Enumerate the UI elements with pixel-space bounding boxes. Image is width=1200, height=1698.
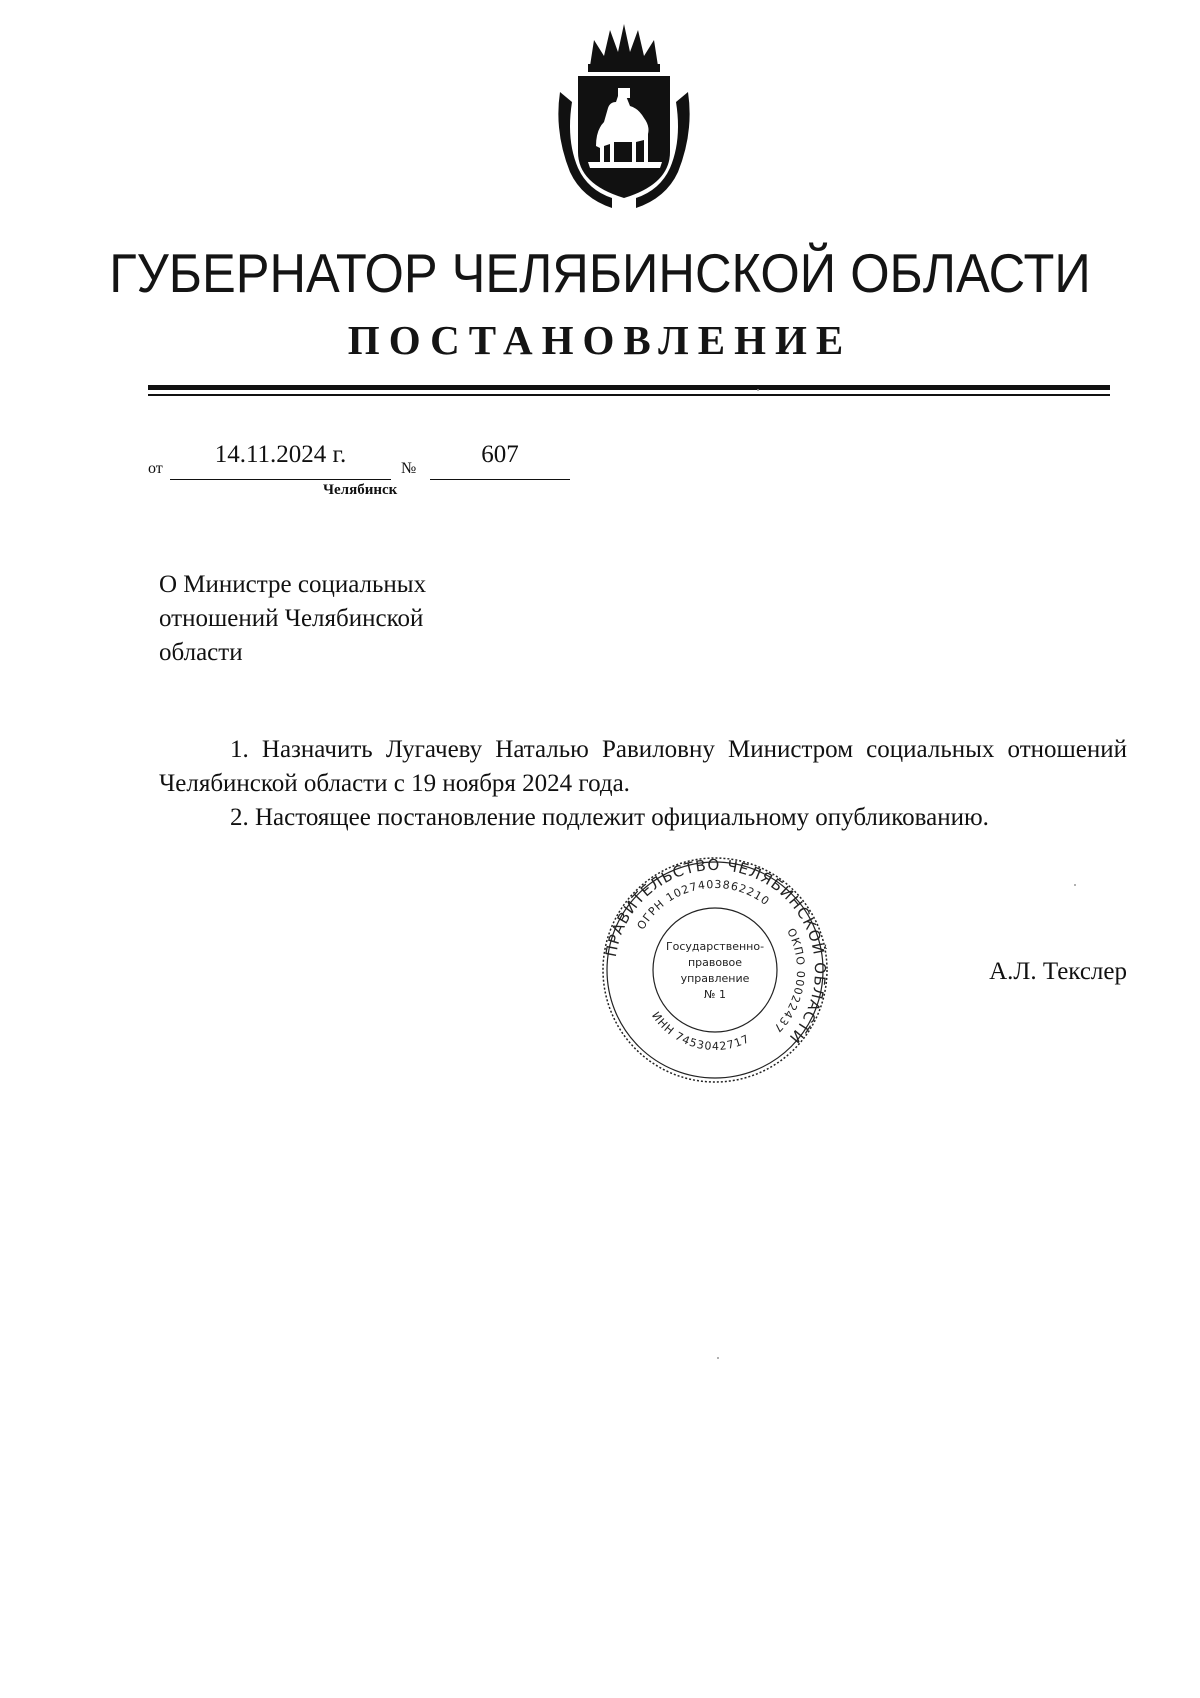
document-type-title: ПОСТАНОВЛЕНИЕ [347,317,853,363]
scan-speck [717,1357,719,1359]
date-underline [170,479,391,480]
stamp-center-line: правовое [687,956,743,969]
chelyabinsk-coat-of-arms-icon [552,22,696,212]
stamp-inn-text: ИНН 7453042717 [649,1009,752,1054]
number-underline [430,479,570,480]
header-rule-thick [148,385,1110,390]
stamp-center-line: № 1 [704,988,726,1001]
document-subject: О Министре социальных отношений Челябинской области [159,571,427,666]
city-label: Челябинск [323,482,398,498]
organization-title: ГУБЕРНАТОР ЧЕЛЯБИНСКОЙ ОБЛАСТИ [109,242,1091,304]
document-number: 607 [481,441,519,468]
number-sign-label: № [401,460,417,477]
svg-text:ИНН 7453042717 [649,1009,752,1053]
stamp-outer-ring-text: ПРАВИТЕЛЬСТВО ЧЕЛЯБИНСКОЙ ОБЛАСТИ [601,855,830,1048]
header-rule-thin [148,394,1110,396]
stamp-center-line: Государственно- [665,940,765,953]
stamp-center-line: управление [680,972,750,985]
scan-speck [757,389,759,391]
official-stamp-seal [600,855,830,1085]
body-item: 2. Настоящее постановление подлежит официальному опубликованию. [230,804,989,831]
date-prefix-label: от [148,460,163,477]
body-item: 1. Назначить Лугачеву Наталью Равиловну Министром социальных отношений Челябинской области с 19 ноября 2024 года. [159,736,1127,797]
document-body [159,733,1127,835]
signatory-name: А.Л. Текслер [989,958,1127,985]
stamp-okpo-text: ОКПО 00022437 [770,926,808,1036]
document-date: 14.11.2024 г. [214,441,347,468]
scan-speck [1074,884,1076,886]
stamp-ogrn-text: ОГРН 1027403862210 [634,877,773,933]
